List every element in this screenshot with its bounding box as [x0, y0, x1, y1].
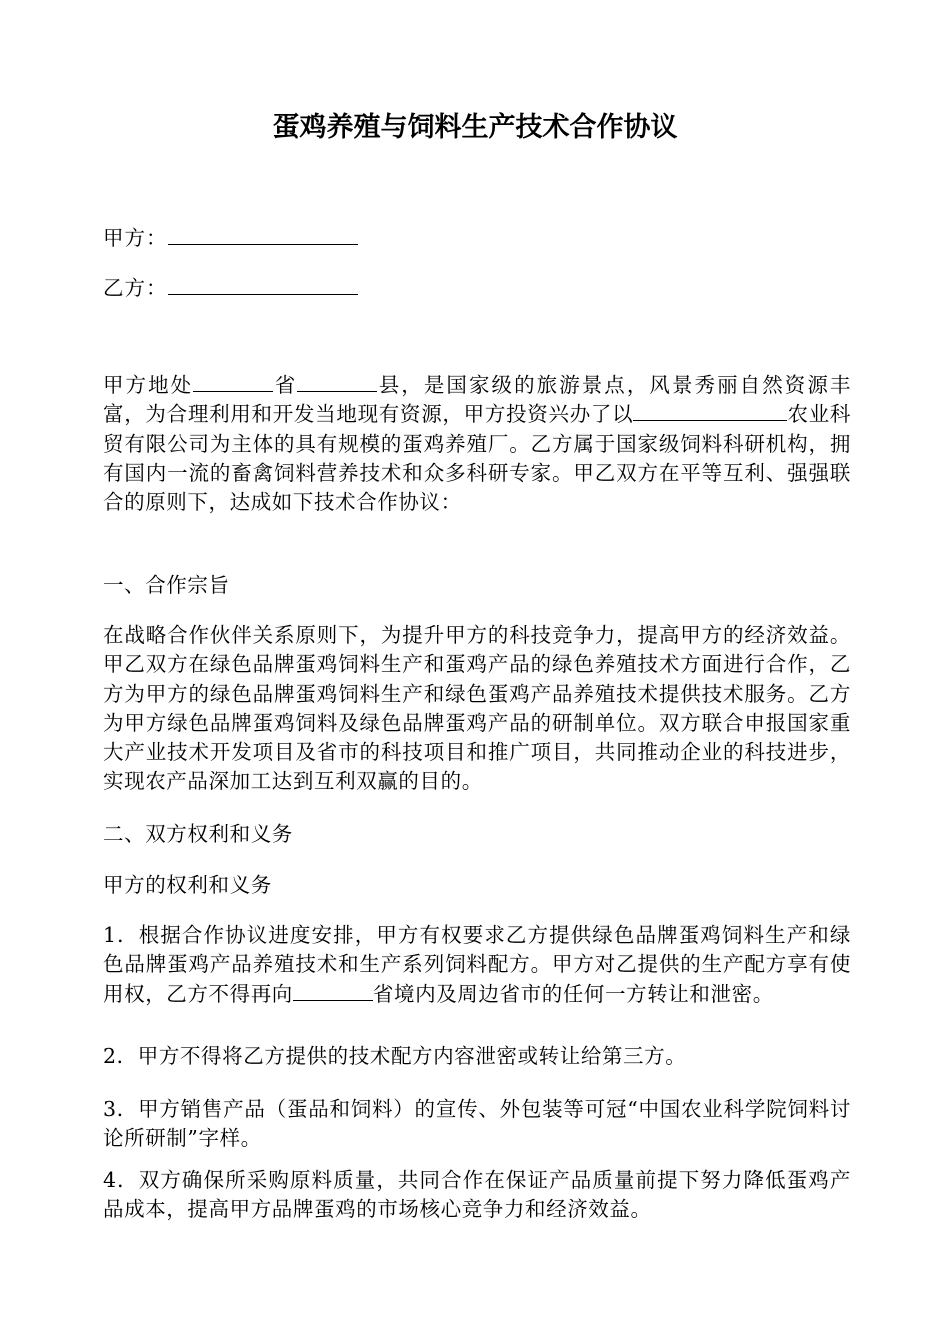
party-a-label: 甲方： [103, 226, 168, 250]
section1-heading: 一、合作宗旨 [103, 573, 230, 597]
county-blank [297, 373, 377, 392]
item-3: 3．甲方销售产品（蛋品和饲料）的宣传、外包装等可冠“中国农业科学院饲料讨论所研制”字样。 [103, 1097, 851, 1151]
intro-text-2: 省 [273, 373, 298, 397]
company-blank-b [723, 402, 787, 421]
party-a-rights-heading: 甲方的权利和义务 [103, 873, 272, 897]
intro-text-1: 甲方地处 [103, 373, 194, 397]
item-1-blank [293, 981, 373, 1000]
item-1-text-2: 省境内及周边省市的任何一方转让和泄密。 [372, 981, 774, 1006]
province-blank [193, 373, 273, 392]
section2-heading: 二、双方权利和义务 [103, 822, 293, 846]
intro-text-3: 县，是国家级的旅游景点，风景秀丽自然资源丰富，为合理利用和开发当地现有资源，甲方投资兴办了以 [103, 373, 851, 427]
party-a-line [103, 223, 358, 253]
item-4: 4．双方确保所采购原料质量，共同合作在保证产品质量前提下努力降低蛋鸡产品成本，提高甲方品牌蛋鸡的市场核心竞争力和经济效益。 [103, 1168, 851, 1222]
section1-body: 在战略合作伙伴关系原则下，为提升甲方的科技竞争力，提高甲方的经济效益。甲乙双方在绿色品牌蛋鸡饲料生产和蛋鸡产品的绿色养殖技术方面进行合作，乙方为甲方的绿色品牌蛋鸡饲料生产和绿色蛋鸡产品养殖技术提供技术服务。乙方为甲方绿色品牌蛋鸡饲料及绿色品牌蛋鸡产品的研制单位。双方联合申报国家重大产业技术开发项目及省市的科技项目和推广项目，共同推动企业的科技进步，实现农产品深加工达到互利双赢的目的。 [103, 623, 851, 794]
party-b-line [103, 273, 358, 303]
item-1 [103, 921, 851, 1009]
item-1-text-1: 1．根据合作协议进度安排，甲方有权要求乙方提供绿色品牌蛋鸡饲料生产和绿色品牌蛋鸡产品养殖技术和生产系列饲料配方。甲方对乙提供的生产配方享有使用权，乙方不得再向 [103, 923, 851, 1006]
item-2: 2．甲方不得将乙方提供的技术配方内容泄密或转让给第三方。 [103, 1044, 687, 1068]
intro-paragraph [103, 371, 851, 517]
intro-text-4: 农业科贸有限公司为主体的具有规模的蛋鸡养殖厂。乙方属于国家级饲料科研机构，拥有国内一流的畜禽饲料营养技术和众多科研专家。甲乙双方在平等互利、强强联合的原则下，达成如下技术合作协议： [103, 402, 852, 515]
company-blank-a [633, 402, 723, 421]
party-b-label: 乙方： [103, 276, 168, 300]
party-a-blank [168, 226, 358, 245]
party-b-blank [168, 276, 358, 295]
document-title: 蛋鸡养殖与饲料生产技术合作协议 [272, 112, 678, 143]
